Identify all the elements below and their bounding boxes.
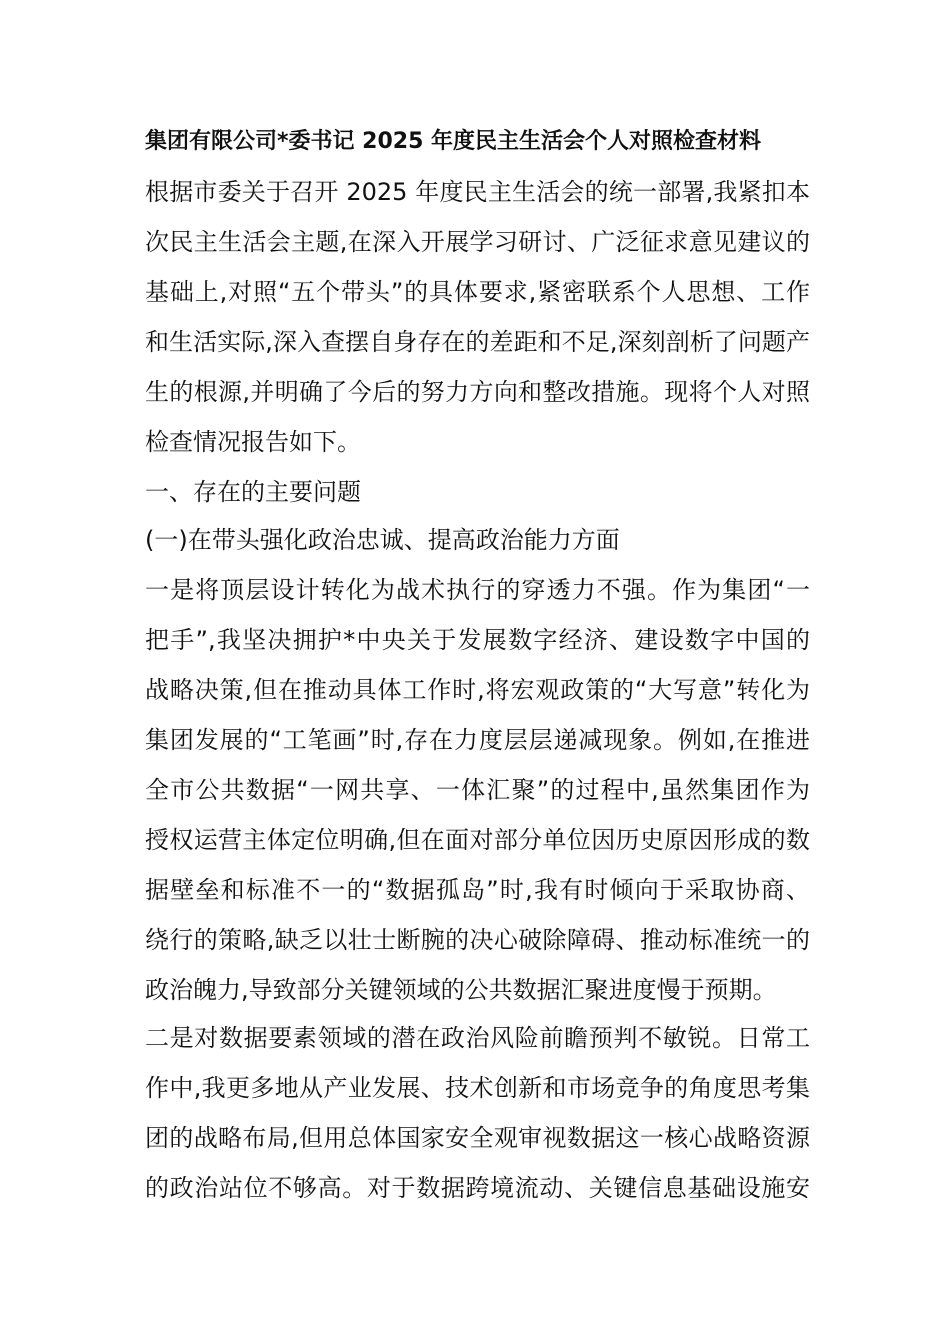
paragraph-line: 二是对数据要素领域的潜在政治风险前瞻预判不敏锐。日常工 xyxy=(145,1024,810,1052)
paragraph-line: 基础上,对照“五个带头”的具体要求,紧密联系个人思想、工作 xyxy=(145,278,810,306)
paragraph-line: 作中,我更多地从产业发展、技术创新和市场竞争的角度思考集 xyxy=(145,1074,810,1102)
paragraph-line: 据壁垒和标准不一的“数据孤岛”时,我有时倾向于采取协商、 xyxy=(145,876,810,904)
document-title: 集团有限公司*委书记 2025 年度民主生活会个人对照检查材料 xyxy=(145,129,762,154)
paragraph-line: 和生活实际,深入查摆自身存在的差距和不足,深刻剖析了问题产 xyxy=(145,328,810,356)
paragraph-line: 全市公共数据“一网共享、一体汇聚”的过程中,虽然集团作为 xyxy=(145,776,810,804)
paragraph-line: 检查情况报告如下。 xyxy=(145,428,361,456)
paragraph-line: 政治魄力,导致部分关键领域的公共数据汇聚进度慢于预期。 xyxy=(145,976,777,1004)
paragraph-line: 次民主生活会主题,在深入开展学习研讨、广泛征求意见建议的 xyxy=(145,228,810,256)
paragraph-line: 集团发展的“工笔画”时,存在力度层层递减现象。例如,在推进 xyxy=(145,726,810,754)
paragraph-line: 的政治站位不够高。对于数据跨境流动、关键信息基础设施安 xyxy=(145,1174,810,1202)
paragraph-line: 把手”,我坚决拥护*中央关于发展数字经济、建设数字中国的 xyxy=(145,626,810,654)
paragraph-line: 绕行的策略,缺乏以壮士断腕的决心破除障碍、推动标准统一的 xyxy=(145,926,810,954)
subsection-heading: (一)在带头强化政治忠诚、提高政治能力方面 xyxy=(145,526,620,554)
section-heading: 一、存在的主要问题 xyxy=(145,478,361,506)
paragraph-line: 战略决策,但在推动具体工作时,将宏观政策的“大写意”转化为 xyxy=(145,676,810,704)
paragraph-line: 一是将顶层设计转化为战术执行的穿透力不强。作为集团“一 xyxy=(145,576,810,604)
paragraph-line: 生的根源,并明确了今后的努力方向和整改措施。现将个人对照 xyxy=(145,378,810,406)
paragraph-line: 团的战略布局,但用总体国家安全观审视数据这一核心战略资源 xyxy=(145,1124,810,1152)
paragraph-line: 根据市委关于召开 2025 年度民主生活会的统一部署,我紧扣本 xyxy=(145,178,810,206)
paragraph-line: 授权运营主体定位明确,但在面对部分单位因历史原因形成的数 xyxy=(145,826,810,854)
